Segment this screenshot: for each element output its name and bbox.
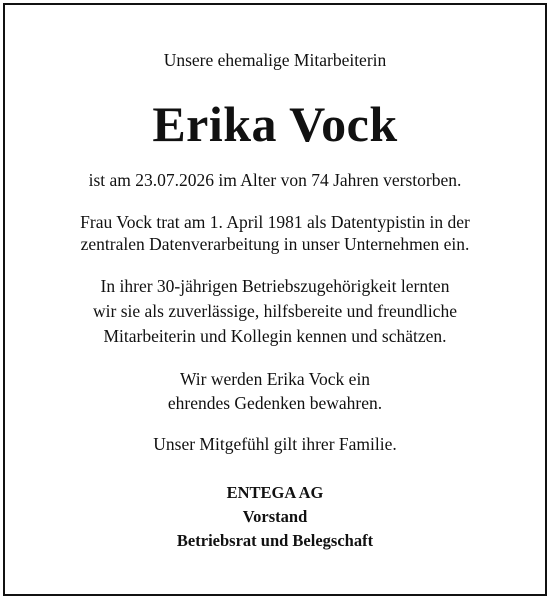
tribute-line-1: In ihrer 30-jährigen Betriebszugehörigkeit lernten [100, 276, 450, 296]
remembrance-line-1: Wir werden Erika Vock ein [179, 369, 371, 389]
tribute-line-2: wir sie als zuverlässige, hilfsbereite und freundliche [93, 301, 457, 321]
signature-board: Vorstand [242, 507, 308, 526]
career-line-1: Frau Vock trat am 1. April 1981 als Datentypistin in der [80, 212, 470, 232]
condolence-text: Unser Mitgefühl gilt ihrer Familie. [153, 434, 397, 454]
tribute-line-3: Mitarbeiterin und Kollegin kennen und schätzen. [103, 326, 447, 346]
intro-text: Unsere ehemalige Mitarbeiterin [163, 50, 387, 70]
deceased-name: Erika Vock [152, 96, 398, 152]
signature-company: ENTEGA AG [226, 483, 324, 502]
career-line-2: zentralen Datenverarbeitung in unser Unternehmen ein. [80, 234, 470, 254]
death-announcement: ist am 23.07.2026 im Alter von 74 Jahren verstorben. [88, 170, 462, 190]
remembrance-line-2: ehrendes Gedenken bewahren. [167, 393, 383, 413]
signature-staff: Betriebsrat und Belegschaft [176, 531, 374, 550]
